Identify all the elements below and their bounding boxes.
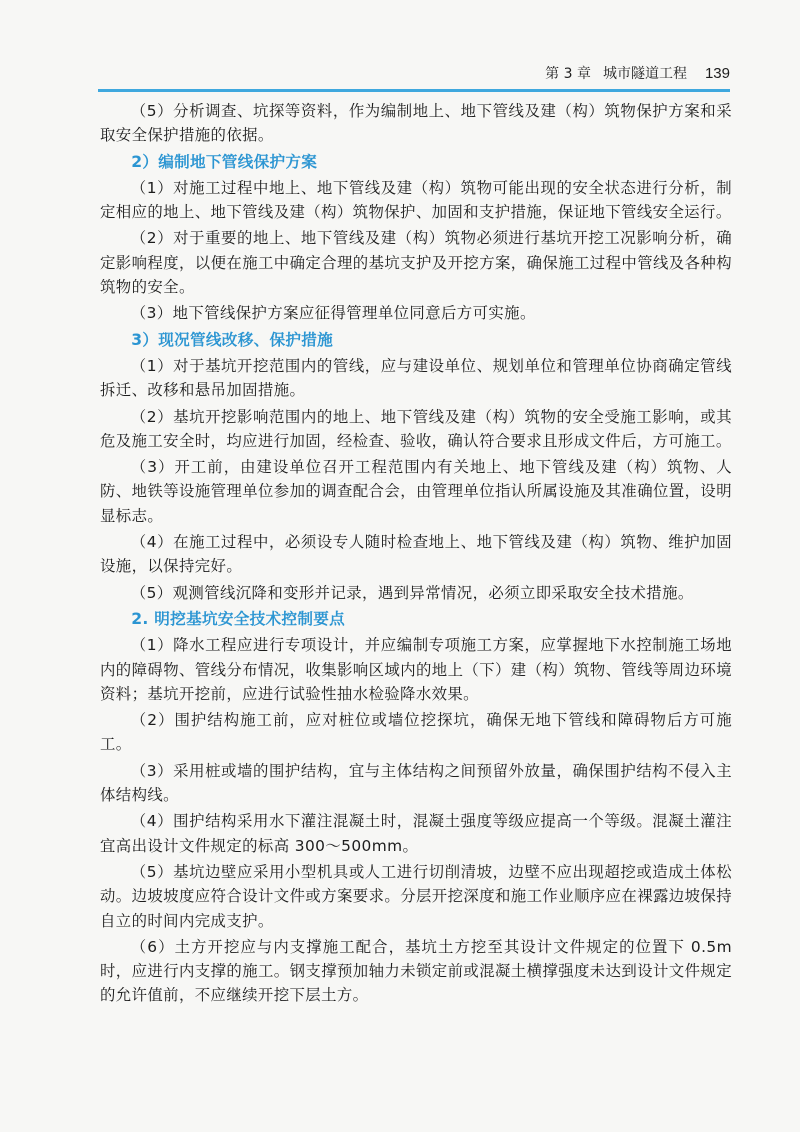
body-paragraph: （3）地下管线保护方案应征得管理单位同意后方可实施。 bbox=[130, 304, 536, 323]
section-heading: 2）编制地下管线保护方案 bbox=[131, 152, 318, 171]
chapter-title: 城市隧道工程 bbox=[602, 66, 687, 82]
body-paragraph: （2）围护结构施工前，应对桩位或墙位挖探坑，确保无地下管线和障碍物后方可施工。 bbox=[100, 711, 732, 754]
body-paragraph: （6）土方开挖应与内支撑施工配合，基坑土方挖至其设计文件规定的位置下 0.5m时，应进行内支撑的施工。钢支撑预加轴力未锁定前或混凝土横撑强度未达到设计文件规定的允许值前，不应继续开挖下层土方。 bbox=[100, 937, 732, 1005]
body-paragraph: （3）开工前，由建设单位召开工程范围内有关地上、地下管线及建（构）筑物、人防、地铁等设施管理单位参加的调查配合会，由管理单位指认所属设施及其准确位置，设明显标志。 bbox=[100, 458, 732, 525]
running-head bbox=[545, 64, 730, 84]
body-paragraph: （1）对于基坑开挖范围内的管线，应与建设单位、规划单位和管理单位协商确定管线拆迁、改移和悬吊加固措施。 bbox=[100, 356, 732, 400]
body-paragraph: （5）观测管线沉降和变形并记录，遇到异常情况，必须立即采取安全技术措施。 bbox=[130, 583, 694, 602]
body-paragraph: （5）基坑边壁应采用小型机具或人工进行切削清坡，边壁不应出现超挖或造成土体松动。边坡坡度应符合设计文件或方案要求。分层开挖深度和施工作业顺序应在裸露边坡保持自立的时间内完成支护。 bbox=[100, 862, 732, 930]
page-header bbox=[98, 64, 730, 92]
body-paragraph: （4）在施工过程中，必须设专人随时检查地上、地下管线及建（构）筑物、维护加固设施，以保持完好。 bbox=[100, 533, 732, 576]
body-paragraph: （2）对于重要的地上、地下管线及建（构）筑物必须进行基坑开挖工况影响分析，确定影响程度，以便在施工中确定合理的基坑支护及开挖方案，确保施工过程中管线及各种构筑物的安全。 bbox=[100, 229, 732, 297]
chapter-label: 第 3 章 bbox=[545, 66, 591, 82]
page-body bbox=[100, 99, 732, 1010]
body-paragraph: （1）对施工过程中地上、地下管线及建（构）筑物可能出现的安全状态进行分析，制定相应的地上、地下管线及建（构）筑物保护、加固和支护措施，保证地下管线安全运行。 bbox=[100, 178, 732, 222]
page-number: 139 bbox=[704, 65, 730, 82]
header-rule bbox=[98, 89, 730, 92]
section-heading: 2. 明挖基坑安全技术控制要点 bbox=[131, 609, 346, 628]
body-paragraph: （4）围护结构采用水下灌注混凝土时，混凝土强度等级应提高一个等级。混凝土灌注宜高出设计文件规定的标高 300～500mm。 bbox=[100, 812, 732, 855]
body-paragraph: （3）采用桩或墙的围护结构，宜与主体结构之间预留外放量，确保围护结构不侵入主体结构线。 bbox=[100, 761, 732, 805]
body-paragraph: （1）降水工程应进行专项设计，并应编制专项施工方案，应掌握地下水控制施工场地内的障碍物、管线分布情况，收集影响区域内的地上（下）建（构）筑物、管线等周边环境资料；基坑开挖前，应进行试验性抽水检验降水效果。 bbox=[100, 636, 732, 703]
body-paragraph: （2）基坑开挖影响范围内的地上、地下管线及建（构）筑物的安全受施工影响，或其危及施工安全时，均应进行加固，经检查、验收，确认符合要求且形成文件后，方可施工。 bbox=[100, 407, 732, 450]
body-paragraph: （5）分析调查、坑探等资料，作为编制地上、地下管线及建（构）筑物保护方案和采取安全保护措施的依据。 bbox=[100, 102, 732, 145]
section-heading: 3）现况管线改移、保护措施 bbox=[131, 330, 334, 349]
